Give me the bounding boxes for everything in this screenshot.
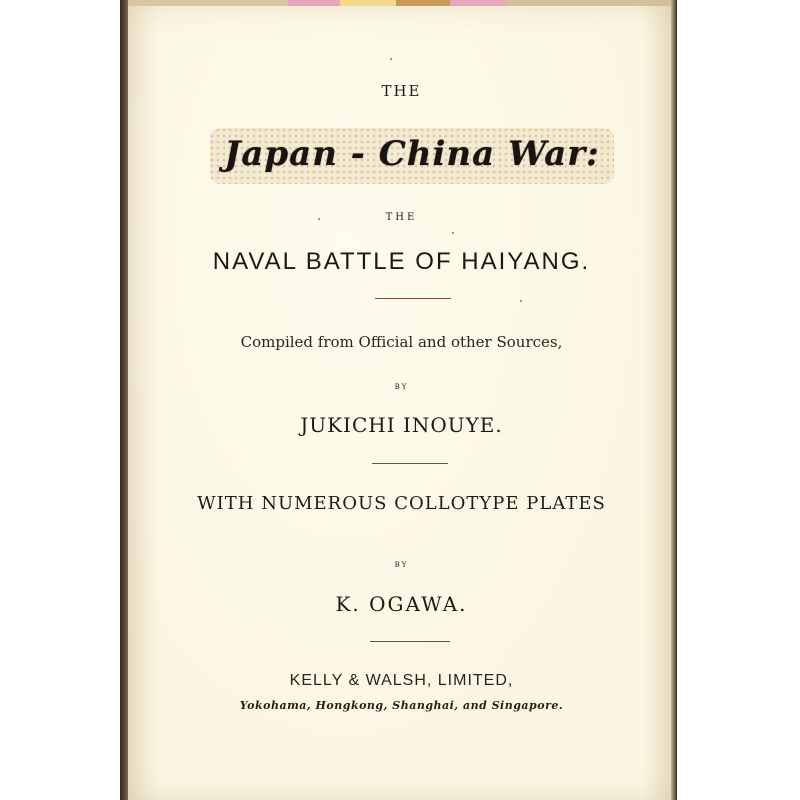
paper-speck [390,58,392,60]
publisher-cities: Yokohama, Hongkong, Shanghai, and Singapore. [239,699,564,712]
by-label: BY [394,383,409,391]
divider-rule [372,463,448,464]
divider-rule [370,641,450,642]
photographer-name: K. OGAWA. [335,592,468,616]
subtitle-article: THE [385,212,418,223]
author-name: JUKICHI INOUYE. [300,413,503,437]
title-article: THE [381,82,422,100]
compiled-note: Compiled from Official and other Sources, [240,333,563,351]
main-title: Japan - China War: [224,134,600,174]
plates-note: WITH NUMEROUS COLLOTYPE PLATES [197,493,606,514]
divider-rule [375,298,451,299]
by-label: BY [394,561,409,569]
paper-speck [452,232,454,234]
subtitle: NAVAL BATTLE OF HAIYANG. [212,248,591,275]
publisher-name: KELLY & WALSH, LIMITED, [289,672,514,689]
paper-speck [520,300,522,302]
main-title-banner [210,128,614,184]
